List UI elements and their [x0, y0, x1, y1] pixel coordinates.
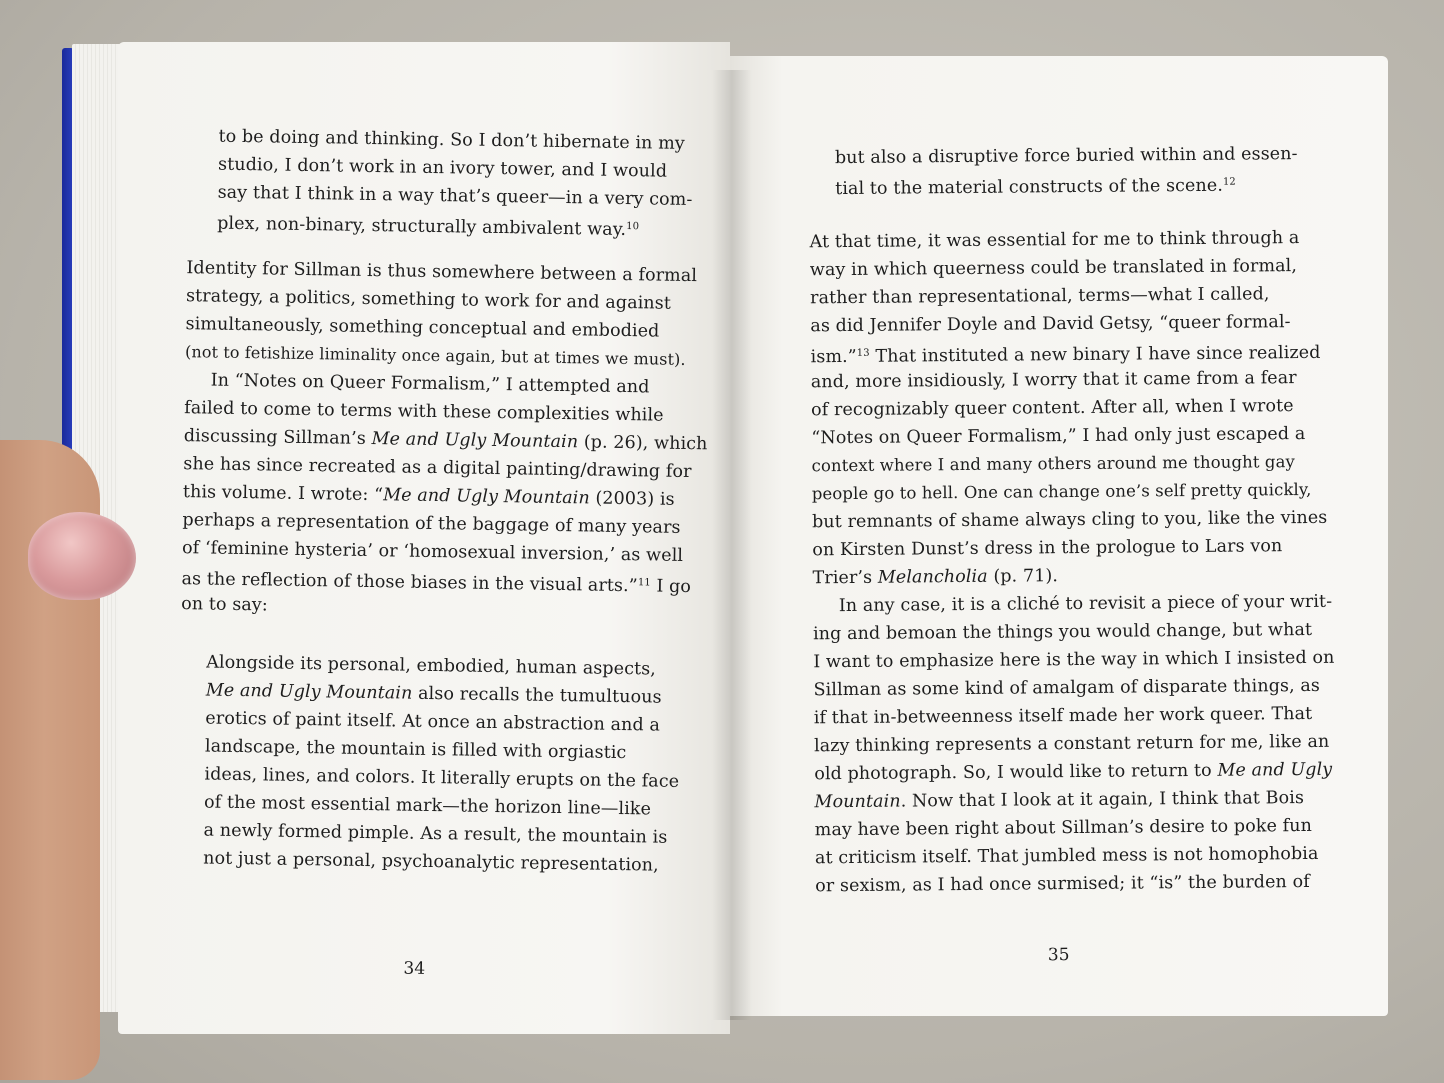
- text-line: a newly formed pimple. As a result, the mountain is: [203, 820, 668, 848]
- text-line: failed to come to terms with these complexities while: [184, 398, 664, 426]
- text-line: In any case, it is a cliché to revisit a piece of your writ-: [838, 591, 1333, 617]
- text-line: Alongside its personal, embodied, human aspects,: [206, 652, 657, 680]
- text-line: as did Jennifer Doyle and David Getsy, “queer formal-: [810, 312, 1291, 337]
- text-line: may have been right about Sillman’s desire to poke fun: [814, 815, 1313, 841]
- text-line: or sexism, as I had once surmised; it “is” the burden of: [815, 871, 1310, 897]
- text-line: ideas, lines, and colors. It literally erupts on the face: [204, 764, 680, 792]
- text-line: perhaps a representation of the baggage of many years: [182, 510, 681, 538]
- text-line: she has since recreated as a digital painting/drawing for: [183, 454, 692, 483]
- page-number: 34: [403, 958, 426, 979]
- right-page: [730, 56, 1388, 1016]
- text-line: [217, 210, 639, 242]
- text-line: simultaneously, something conceptual and embodied: [185, 314, 660, 342]
- text-line: landscape, the mountain is filled with orgiastic: [204, 736, 627, 764]
- footnote-marker: 12: [1222, 176, 1236, 188]
- text-line: at criticism itself. That jumbled mess is not homophobia: [814, 843, 1319, 869]
- text-span: (p. 71).: [987, 566, 1059, 587]
- text-line: Identity for Sillman is thus somewhere between a formal: [186, 258, 698, 287]
- text-line: [181, 565, 691, 598]
- footnote-marker: 13: [856, 347, 870, 359]
- film-title: Melancholia: [877, 566, 988, 588]
- text-span: discussing Sillman’s: [183, 426, 372, 450]
- artwork-title: Me and Ugly Mountain: [205, 680, 413, 704]
- text-line: studio, I don’t work in an ivory tower, and I would: [217, 154, 668, 182]
- text-span: (p. 26), which: [577, 432, 708, 455]
- text-span: That instituted a new binary I have since realized: [869, 342, 1321, 367]
- text-line: [814, 787, 1304, 813]
- text-line: [811, 339, 1321, 368]
- text-line: Sillman as some kind of amalgam of disparate things, as: [813, 675, 1321, 701]
- text-line: [835, 172, 1236, 200]
- footnote-marker: 11: [637, 577, 651, 589]
- left-page: [118, 42, 730, 1034]
- text-span: as the reflection of those biases in the visual arts.”: [181, 569, 638, 597]
- text-line: “Notes on Queer Formalism,” I had only just escaped a: [811, 423, 1306, 449]
- text-line: erotics of paint itself. At once an abstraction and a: [205, 708, 661, 736]
- text-line: to be doing and thinking. So I don’t hibernate in my: [218, 126, 685, 154]
- text-span: plex, non-binary, structurally ambivalent way.: [217, 213, 627, 241]
- text-line: [812, 565, 1058, 589]
- text-line: of the most essential mark—the horizon line—like: [203, 792, 652, 820]
- text-line: [206, 679, 662, 708]
- text-span: also recalls the tumultuous: [412, 683, 662, 708]
- text-span: Trier’s: [812, 567, 878, 589]
- text-line: of recognizably queer content. After all, when I wrote: [811, 396, 1294, 421]
- text-span: tial to the material constructs of the scene.: [835, 175, 1224, 200]
- text-line: say that I think in a way that’s queer—in a very com-: [217, 182, 693, 211]
- text-line: [183, 481, 675, 511]
- text-line: but also a disruptive force buried within and essen-: [834, 144, 1298, 169]
- footnote-marker: 10: [626, 221, 640, 233]
- text-span: ism.”: [810, 346, 857, 368]
- text-line: of ‘feminine hysteria’ or ‘homosexual inversion,’ as well: [181, 538, 684, 566]
- text-line: people go to hell. One can change one’s self pretty quickly,: [811, 479, 1312, 504]
- text-line: not just a personal, psychoanalytic representation,: [203, 848, 659, 876]
- text-line: way in which queerness could be translated in formal,: [809, 256, 1298, 281]
- text-line: I want to emphasize here is the way in which I insisted on: [813, 647, 1335, 673]
- text-line: on to say:: [181, 594, 269, 616]
- text-line: ing and bemoan the things you would change, but what: [812, 619, 1313, 645]
- text-span: (2003) is: [589, 488, 675, 510]
- page-number: 35: [1047, 945, 1070, 966]
- text-line: lazy thinking represents a constant return for me, like an: [813, 731, 1330, 757]
- text-line: rather than representational, terms—what I called,: [810, 284, 1270, 309]
- text-line: (not to fetishize liminality once again, but at times we must).: [184, 342, 686, 369]
- text-line: but remnants of shame always cling to you, like the vines: [811, 507, 1328, 533]
- text-line: context where I and many others around me thought gay: [811, 452, 1295, 476]
- text-span: this volume. I wrote: “: [182, 482, 384, 506]
- artwork-title: Mountain: [814, 791, 901, 813]
- text-span: old photograph. So, I would like to return to: [814, 760, 1218, 785]
- text-line: on Kirsten Dunst’s dress in the prologue to Lars von: [812, 536, 1283, 561]
- painted-fingernail: [28, 512, 136, 600]
- artwork-title: Me and Ugly Mountain: [371, 429, 579, 453]
- text-line: At that time, it was essential for me to think through a: [809, 228, 1300, 253]
- text-line: and, more insidiously, I worry that it came from a fear: [810, 368, 1297, 393]
- text-span: . Now that I look at it again, I think that Bois: [900, 788, 1305, 812]
- text-line: strategy, a politics, something to work for and against: [185, 286, 672, 314]
- text-line: [184, 425, 708, 455]
- text-line: In “Notes on Queer Formalism,” I attempted and: [210, 370, 650, 398]
- text-span: I go: [650, 576, 692, 598]
- text-line: [814, 759, 1332, 786]
- text-line: if that in-betweenness itself made her work queer. That: [813, 703, 1313, 729]
- artwork-title: Me and Ugly: [1217, 759, 1333, 781]
- artwork-title: Me and Ugly Mountain: [383, 485, 590, 509]
